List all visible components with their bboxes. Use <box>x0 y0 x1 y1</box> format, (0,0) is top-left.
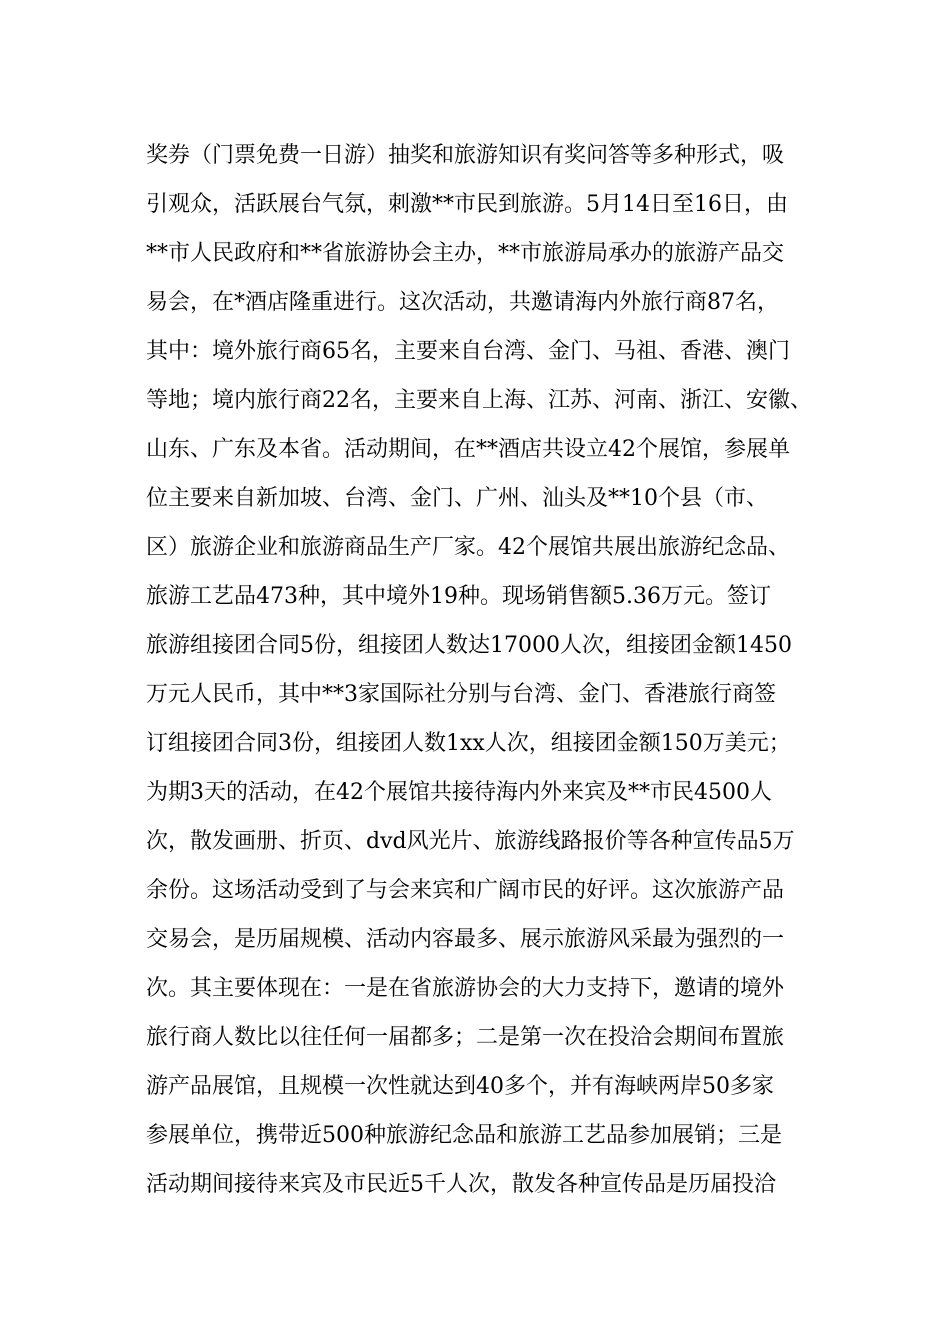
text-line: 其中：境外旅行商65名，主要来自台湾、金门、马祖、香港、澳门 <box>146 339 790 364</box>
text-line: 等地；境内旅行商22名，主要来自上海、江苏、河南、浙江、安徽、 <box>146 388 812 413</box>
text-line: 位主要来自新加坡、台湾、金门、广州、汕头及**10个县（市、 <box>146 486 768 511</box>
body-paragraph <box>146 131 836 1209</box>
text-line: 交易会，是历届规模、活动内容最多、展示旅游风采最为强烈的一 <box>146 927 785 952</box>
text-line: 次，散发画册、折页、dvd风光片、旅游线路报价等各种宣传品5万 <box>146 829 795 854</box>
text-line: 为期3天的活动，在42个展馆共接待海内外来宾及**市民4500人 <box>146 780 772 805</box>
text-line: **市人民政府和**省旅游协会主办，**市旅游局承办的旅游产品交 <box>146 241 785 266</box>
text-line: 活动期间接待来宾及市民近5千人次，散发各种宣传品是历届投洽 <box>146 1172 776 1197</box>
text-line: 山东、广东及本省。活动期间，在**酒店共设立42个展馆，参展单 <box>146 437 790 462</box>
text-line: 余份。这场活动受到了与会来宾和广阔市民的好评。这次旅游产品 <box>146 878 785 903</box>
text-line: 区）旅游企业和旅游商品生产厂家。42个展馆共展出旅游纪念品、 <box>146 535 790 560</box>
text-line: 旅游组接团合同5份，组接团人数达17000人次，组接团金额1450 <box>146 633 792 658</box>
text-line: 旅游工艺品473种，其中境外19种。现场销售额5.36万元。签订 <box>146 584 771 609</box>
text-line: 游产品展馆，且规模一次性就达到40多个，并有海峡两岸50多家 <box>146 1074 774 1099</box>
text-line: 引观众，活跃展台气氛，刺激**市民到旅游。5月14日至16日，由 <box>146 192 788 217</box>
text-line: 参展单位，携带近500种旅游纪念品和旅游工艺品参加展销；三是 <box>146 1123 782 1148</box>
text-line: 旅行商人数比以往任何一届都多；二是第一次在投洽会期间布置旅 <box>146 1025 785 1050</box>
text-line: 万元人民币，其中**3家国际社分别与台湾、金门、香港旅行商签 <box>146 682 776 707</box>
text-line: 订组接团合同3份，组接团人数1xx人次，组接团金额150万美元； <box>146 731 791 756</box>
text-line: 次。其主要体现在：一是在省旅游协会的大力支持下，邀请的境外 <box>146 976 785 1001</box>
text-line: 易会，在*酒店隆重进行。这次活动，共邀请海内外旅行商87名， <box>146 290 779 315</box>
text-line: 奖券（门票免费一日游）抽奖和旅游知识有奖问答等多种形式，吸 <box>146 143 785 168</box>
